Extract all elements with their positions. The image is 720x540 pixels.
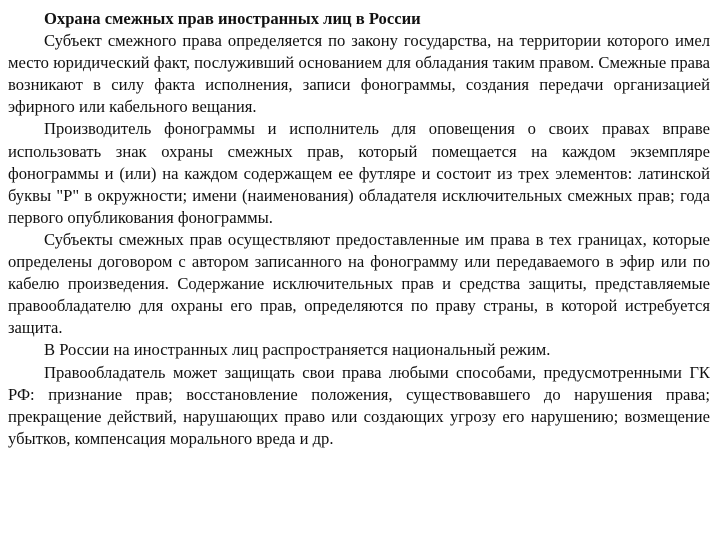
paragraph-national-regime: В России на иностранных лиц распространяется национальный режим. [44, 340, 551, 360]
paragraph-protection-methods: Правообладатель может защищать свои права любыми способами, предусмотренными ГК РФ: признание прав; восстановление положения, существовавшего до нарушения права; прекращение действий, нарушающих право или создающих угрозу его нарушению; возмещение убытков, компенсация морального вреда и др. [8, 362, 710, 448]
document-title: Охрана смежных прав иностранных лиц в России [44, 9, 421, 28]
paragraph-rights-limits: Субъекты смежных прав осуществляют предоставленные им права в тех границах, которые определены договором с автором записанного на фонограмму или передаваемого в эфир или по кабелю произведения. Содержание исключительных прав и средства защиты, представляемые правообладателю для охраны его прав, определяются по праву страны, в которой истребуется защита. [8, 229, 710, 338]
paragraph-subject-definition: Субъект смежного права определяется по закону государства, на территории которого имел место юридический факт, послуживший основанием для обладания таким правом. Смежные права возникают в силу факта исполнения, записи фонограммы, создания передачи организацией эфирного или кабельного вещания. [8, 31, 710, 117]
paragraph-protection-sign: Производитель фонограммы и исполнитель для оповещения о своих правах вправе использовать знак охраны смежных прав, который помещается на каждом экземпляре фонограммы и (или) на каждом содержащем ее футляре и состоит из трех элементов: латинской буквы "Р" в окружности; имени (наименования) обладателя исключительных смежных прав; года первого опубликования фонограммы. [8, 119, 710, 227]
document-page [8, 8, 710, 450]
